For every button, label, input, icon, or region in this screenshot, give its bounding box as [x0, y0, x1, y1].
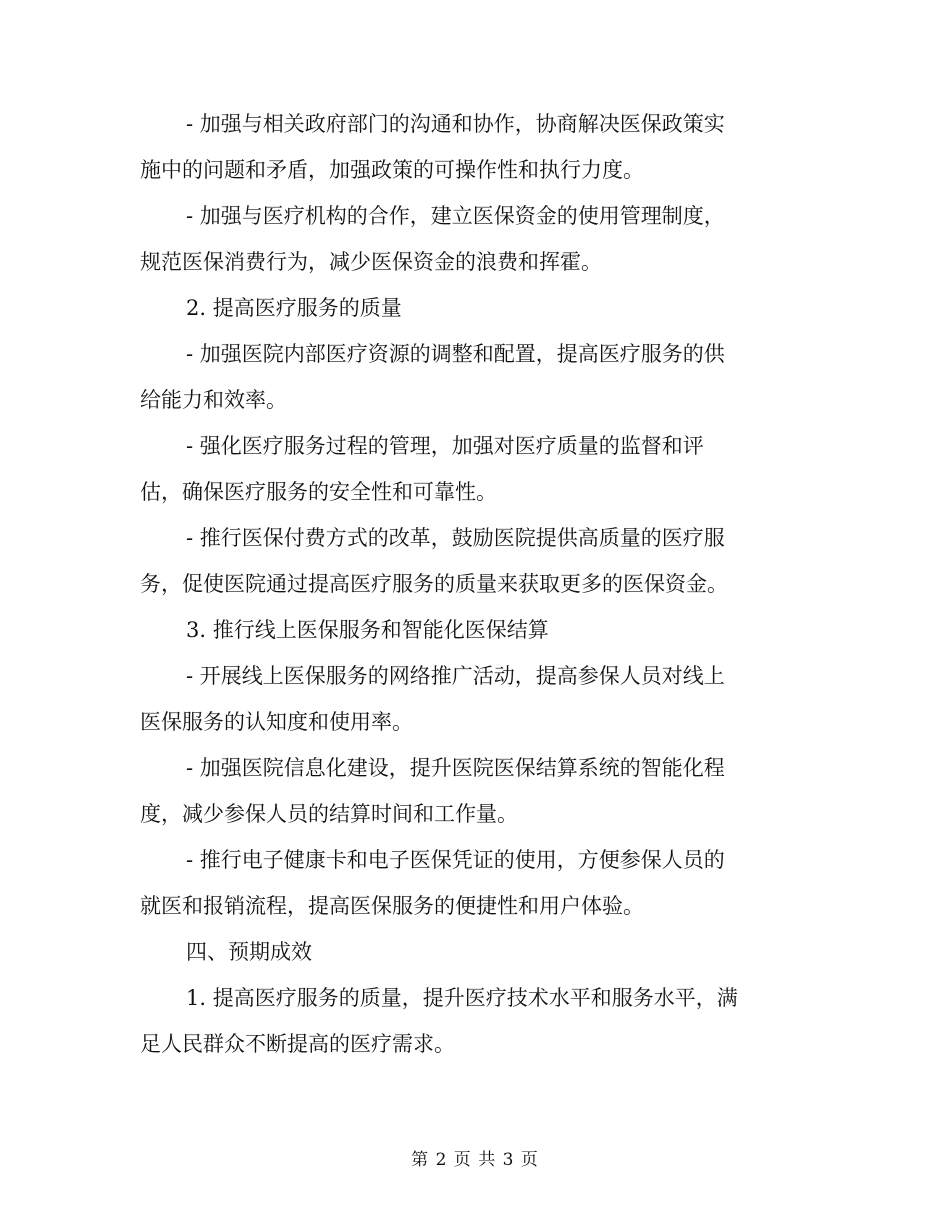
paragraph-line: 医保服务的认知度和使用率。: [140, 710, 413, 734]
section-heading: [140, 929, 810, 975]
paragraph: [140, 515, 810, 607]
paragraph: [140, 423, 810, 515]
paragraph-line: - 强化医疗服务过程的管理，加强对医疗质量的监督和评: [186, 434, 704, 458]
paragraph-line: 足人民群众不断提高的医疗需求。: [140, 1032, 455, 1056]
paragraph-line: 1. 提高医疗服务的质量，提升医疗技术水平和服务水平，满: [186, 986, 738, 1010]
document-body: [140, 101, 810, 1067]
paragraph-line: 度，减少参保人员的结算时间和工作量。: [140, 802, 518, 826]
paragraph-line: - 开展线上医保服务的网络推广活动，提高参保人员对线上: [186, 664, 725, 688]
paragraph-line: 就医和报销流程，提高医保服务的便捷性和用户体验。: [140, 894, 644, 918]
paragraph-line: - 推行医保付费方式的改革，鼓励医院提供高质量的医疗服: [186, 526, 725, 550]
paragraph-line: 给能力和效率。: [140, 388, 287, 412]
paragraph: [140, 975, 810, 1067]
paragraph: [140, 101, 810, 193]
section-heading: [140, 607, 810, 653]
paragraph-line: - 加强与医疗机构的合作，建立医保资金的使用管理制度，: [186, 204, 725, 228]
section-heading: [140, 285, 810, 331]
paragraph-line: 估，确保医疗服务的安全性和可靠性。: [140, 480, 497, 504]
paragraph: [140, 653, 810, 745]
paragraph-line: 规范医保消费行为，减少医保资金的浪费和挥霍。: [140, 250, 602, 274]
paragraph-line: - 加强医院信息化建设，提升医院医保结算系统的智能化程: [186, 756, 725, 780]
paragraph-line: - 推行电子健康卡和电子医保凭证的使用，方便参保人员的: [186, 848, 725, 872]
paragraph: [140, 837, 810, 929]
paragraph-line: 2. 提高医疗服务的质量: [186, 296, 402, 320]
paragraph-line: 务，促使医院通过提高医疗服务的质量来获取更多的医保资金。: [140, 572, 728, 596]
page-number-footer: 第 2 页 共 3 页: [411, 1150, 539, 1170]
paragraph-line: - 加强与相关政府部门的沟通和协作，协商解决医保政策实: [186, 112, 725, 136]
paragraph-line: - 加强医院内部医疗资源的调整和配置，提高医疗服务的供: [186, 342, 725, 366]
paragraph: [140, 745, 810, 837]
paragraph-line: 四、预期成效: [186, 940, 312, 964]
paragraph: [140, 193, 810, 285]
paragraph: [140, 331, 810, 423]
paragraph-line: 3. 推行线上医保服务和智能化医保结算: [186, 618, 549, 642]
paragraph-line: 施中的问题和矛盾，加强政策的可操作性和执行力度。: [140, 158, 644, 182]
